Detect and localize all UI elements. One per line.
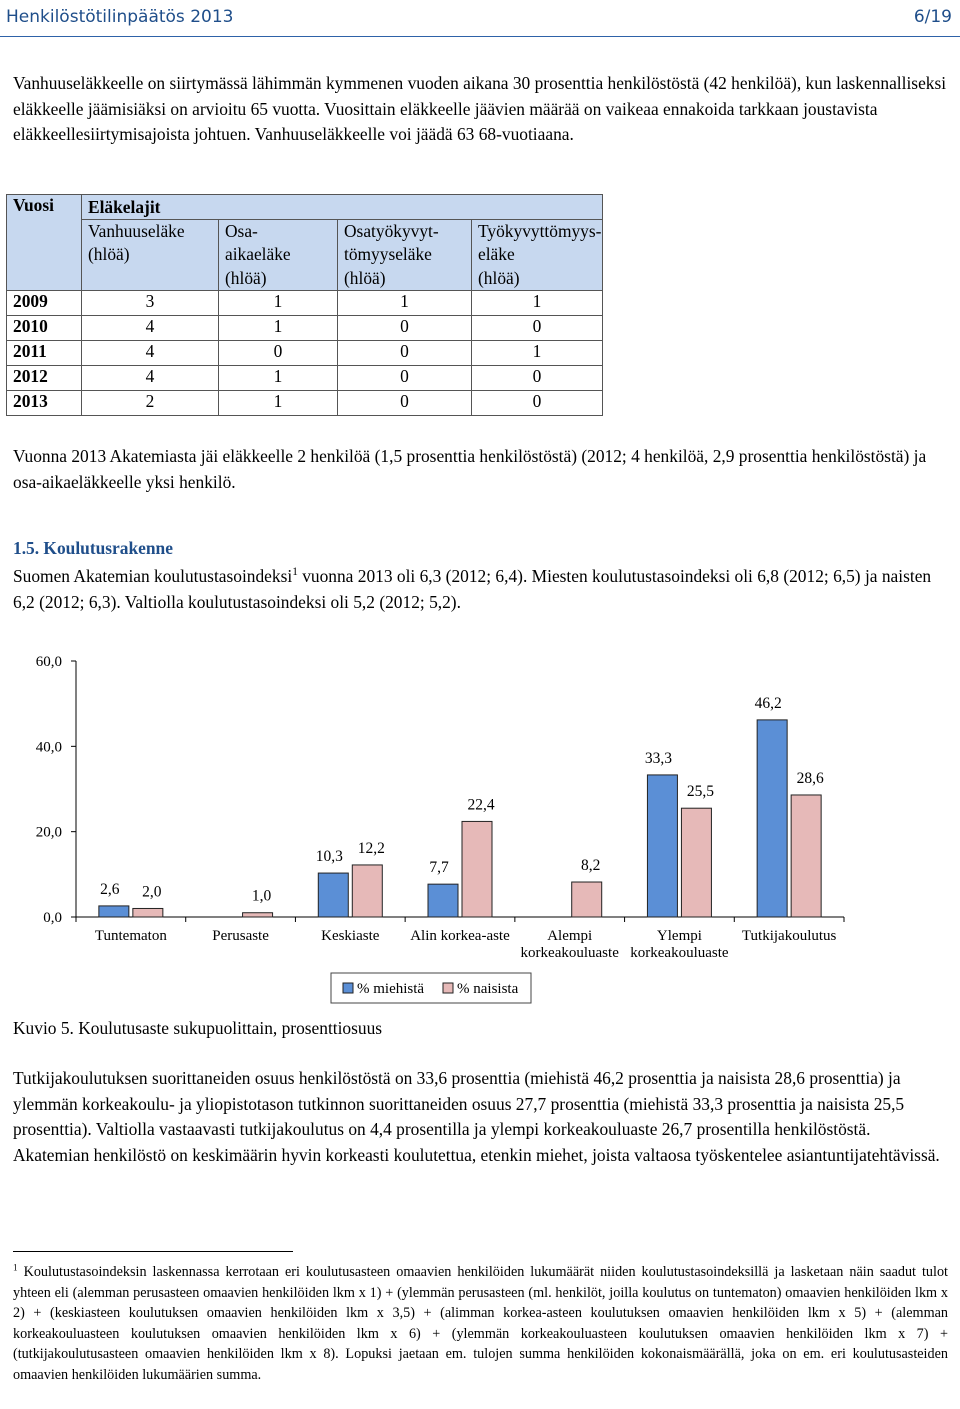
data-label: 25,5 — [686, 783, 714, 801]
page-header — [0, 0, 960, 34]
table-cell: 1 — [219, 366, 338, 391]
education-index-paragraph — [13, 564, 948, 615]
table-cell-year: 2012 — [7, 366, 82, 391]
bar-male — [757, 720, 787, 917]
data-label: 12,2 — [357, 839, 385, 857]
table-col-header — [338, 220, 472, 291]
doctoral-paragraph: Tutkijakoulutuksen suorittaneiden osuus henkilöstöstä on 33,6 prosenttia (miehistä 46,2 prosenttia ja naisista 28,6 prosenttia) ja ylemmän korkeakoulu- ja yliopistotason tutkinnon suorittaneiden osuus 27,7 prosenttia (miehistä 33,3 prosenttia ja naisista 25,5 prosenttia). Valtiolla vastaavasti tutkijakoulutus on 4,4 prosentilla ja ylempi korkeakouluaste 26,7 prosentilla henkilöstöstä. Akatemian henkilöstö on keskimäärin hyvin korkeasti koulutettua, etenkin miehet, joista valtaosa työskentelee asiantuntijatehtävissä. — [13, 1068, 940, 1165]
table-cell: 0 — [472, 391, 603, 416]
table-col-header — [82, 220, 219, 291]
table-col-header-line: (hlöä) — [88, 244, 130, 264]
footnote — [13, 1262, 948, 1385]
table-row — [7, 291, 603, 316]
bar-female — [352, 865, 382, 917]
legend-label: % naisista — [457, 981, 519, 997]
y-tick-label: 20,0 — [35, 824, 62, 841]
bar-female — [572, 882, 602, 917]
data-label: 22,4 — [467, 796, 495, 814]
bar-male — [318, 873, 348, 917]
table-cell: 1 — [472, 341, 603, 366]
bar-male — [428, 884, 458, 917]
table-cell: 4 — [82, 341, 219, 366]
data-label: 33,3 — [644, 749, 672, 767]
table-row — [7, 366, 603, 391]
table-row — [7, 316, 603, 341]
table-col-header-line: Osa- — [225, 221, 258, 241]
data-label: 10,3 — [315, 848, 343, 866]
header-rule — [0, 36, 960, 37]
bar-female — [462, 821, 492, 917]
table-header-year: Vuosi — [7, 195, 82, 291]
table-header-group: Eläkelajit — [82, 195, 603, 220]
table-col-header-line: Työkyvyttömyys- — [478, 221, 602, 241]
table-cell: 0 — [338, 391, 472, 416]
x-category-label: Ylempi — [656, 928, 702, 944]
data-label: 46,2 — [754, 694, 782, 712]
table-cell: 1 — [472, 291, 603, 316]
data-label: 1,0 — [251, 887, 272, 905]
legend-swatch — [443, 983, 453, 993]
legend-swatch — [343, 983, 353, 993]
table-cell: 0 — [338, 366, 472, 391]
x-category-label: korkeakouluaste — [630, 945, 729, 961]
data-label: 2,0 — [142, 883, 162, 901]
y-tick-label: 40,0 — [35, 739, 62, 756]
x-category-label: Alempi — [547, 928, 593, 944]
table-cell: 2 — [82, 391, 219, 416]
table-cell: 4 — [82, 366, 219, 391]
retirement-2013-paragraph: Vuonna 2013 Akatemiasta jäi eläkkeelle 2 henkilöä (1,5 prosenttia henkilöstöstä) (2012; 4 henkilöä, 2,9 prosenttia henkilöstöstä) ja osa-aikaeläkkeelle yksi henkilö. — [13, 446, 927, 492]
x-category-label: Perusaste — [212, 928, 269, 944]
table-row — [7, 391, 603, 416]
table-cell: 1 — [219, 391, 338, 416]
page-number: 6/19 — [913, 7, 952, 27]
table-col-header-line: aikaeläke — [225, 244, 291, 264]
table-cell: 0 — [338, 341, 472, 366]
text-run: Suomen Akatemian koulutustasoindeksi — [13, 566, 293, 586]
table-col-header-line: (hlöä) — [478, 268, 520, 288]
education-chart — [6, 636, 876, 1006]
x-category-label: Tutkijakoulutus — [741, 928, 837, 944]
table-cell-year: 2011 — [7, 341, 82, 366]
table-col-header — [219, 220, 338, 291]
table-cell: 0 — [472, 366, 603, 391]
bar-female — [243, 913, 273, 917]
pension-table — [6, 194, 603, 416]
x-category-label: Keskiaste — [321, 928, 380, 944]
y-tick-label: 60,0 — [35, 654, 62, 670]
table-cell: 0 — [219, 341, 338, 366]
footnote-separator — [13, 1251, 293, 1252]
table-cell-year: 2013 — [7, 391, 82, 416]
data-label: 8,2 — [581, 857, 601, 875]
table-col-header-line: tömyyseläke — [344, 244, 432, 264]
bar-male — [647, 775, 677, 917]
bar-female — [681, 808, 711, 917]
table-cell: 0 — [472, 316, 603, 341]
table-row — [7, 341, 603, 366]
table-cell: 0 — [338, 316, 472, 341]
footnote-text: Koulutustasoindeksin laskennassa kerrotaan eri koulutusasteen omaavien henkilöiden lukumäärät niiden koulutustasoindeksillä ja lasketaan näin saadut tulot yhteen eli (alemman perusasteen omaavien henkilöiden lkm x 1) + (ylemmän perusasteen (ml. henkilöt, joilla koulutus on tuntematon) omaavien henkilöiden lkm x 2) + (keskiasteen koulutuksen omaavien henkilöiden lkm x 3,5) + (alimman korkea-asteen koulutuksen omaavien henkilöiden lkm x 5) + (alemman korkeakouluasteen koulutuksen omaavien henkilöiden lkm x 6) + (ylemmän korkeakouluasteen koulutuksen omaavien henkilöiden lkm x 7) + (tutkijakoulutusasteen omaavien henkilöiden lkm x 8). Lopuksi jaetaan em. tulojen summa henkilöiden kokonaismäärällä, joka on em. eri koulutusasteiden omaavien henkilöiden lukumäärien summa. — [13, 1264, 948, 1383]
table-cell-year: 2010 — [7, 316, 82, 341]
x-category-label: Alin korkea-aste — [410, 928, 510, 944]
table-cell: 4 — [82, 316, 219, 341]
retirement-paragraph: Vanhuuseläkkeelle on siirtymässä lähimmän kymmenen vuoden aikana 30 prosenttia henkilöstöstä (42 henkilöä), kun laskennalliseksi eläkkeelle jäämisiäksi on arvioitu 65 vuotta. Vuosittain eläkkeelle jäävien määrää on vaikeaa ennakoida tarkkaan joustavista eläkkeellesiirtymisajoista johtuen. Vanhuuseläkkeelle voi jäädä 63 68-vuotiaana. — [13, 73, 947, 144]
table-cell-year: 2009 — [7, 291, 82, 316]
bar-female — [133, 908, 163, 917]
table-col-header-line: eläke — [478, 244, 515, 264]
data-label: 28,6 — [796, 769, 824, 787]
table-cell: 1 — [219, 291, 338, 316]
footnote-number: 1 — [13, 1262, 18, 1273]
bar-male — [99, 906, 129, 917]
document-title: Henkilöstötilinpäätös 2013 — [6, 7, 234, 27]
x-category-label: korkeakouluaste — [520, 945, 619, 961]
education-chart-svg — [6, 636, 876, 1006]
data-label: 7,7 — [429, 859, 449, 877]
table-col-header — [472, 220, 603, 291]
table-col-header-line: Vanhuuseläke — [88, 221, 185, 241]
text-run: vuonna 2013 oli 6,3 (2012; 6,4). Miesten koulutustasoindeksi oli 6,8 (2012; 6,5) ja naisten 6,2 (2012; 6,3). Valtiolla koulutustasoindeksi oli 5,2 (2012; 5,2). — [13, 566, 932, 612]
table-cell: 1 — [338, 291, 472, 316]
y-tick-label: 0,0 — [43, 910, 62, 926]
table-col-header-line: (hlöä) — [225, 268, 267, 288]
section-heading: 1.5. Koulutusrakenne — [13, 538, 173, 558]
table-col-header-line: Osatyökyvyt- — [344, 221, 439, 241]
legend-label: % miehistä — [357, 981, 425, 997]
footnote-ref[interactable]: 1 — [292, 566, 298, 579]
table-col-header-line: (hlöä) — [344, 268, 386, 288]
table-cell: 3 — [82, 291, 219, 316]
table-cell: 1 — [219, 316, 338, 341]
figure-caption: Kuvio 5. Koulutusaste sukupuolittain, prosenttiosuus — [13, 1018, 383, 1038]
bar-female — [791, 795, 821, 917]
x-category-label: Tuntematon — [94, 928, 167, 944]
data-label: 2,6 — [100, 880, 120, 898]
